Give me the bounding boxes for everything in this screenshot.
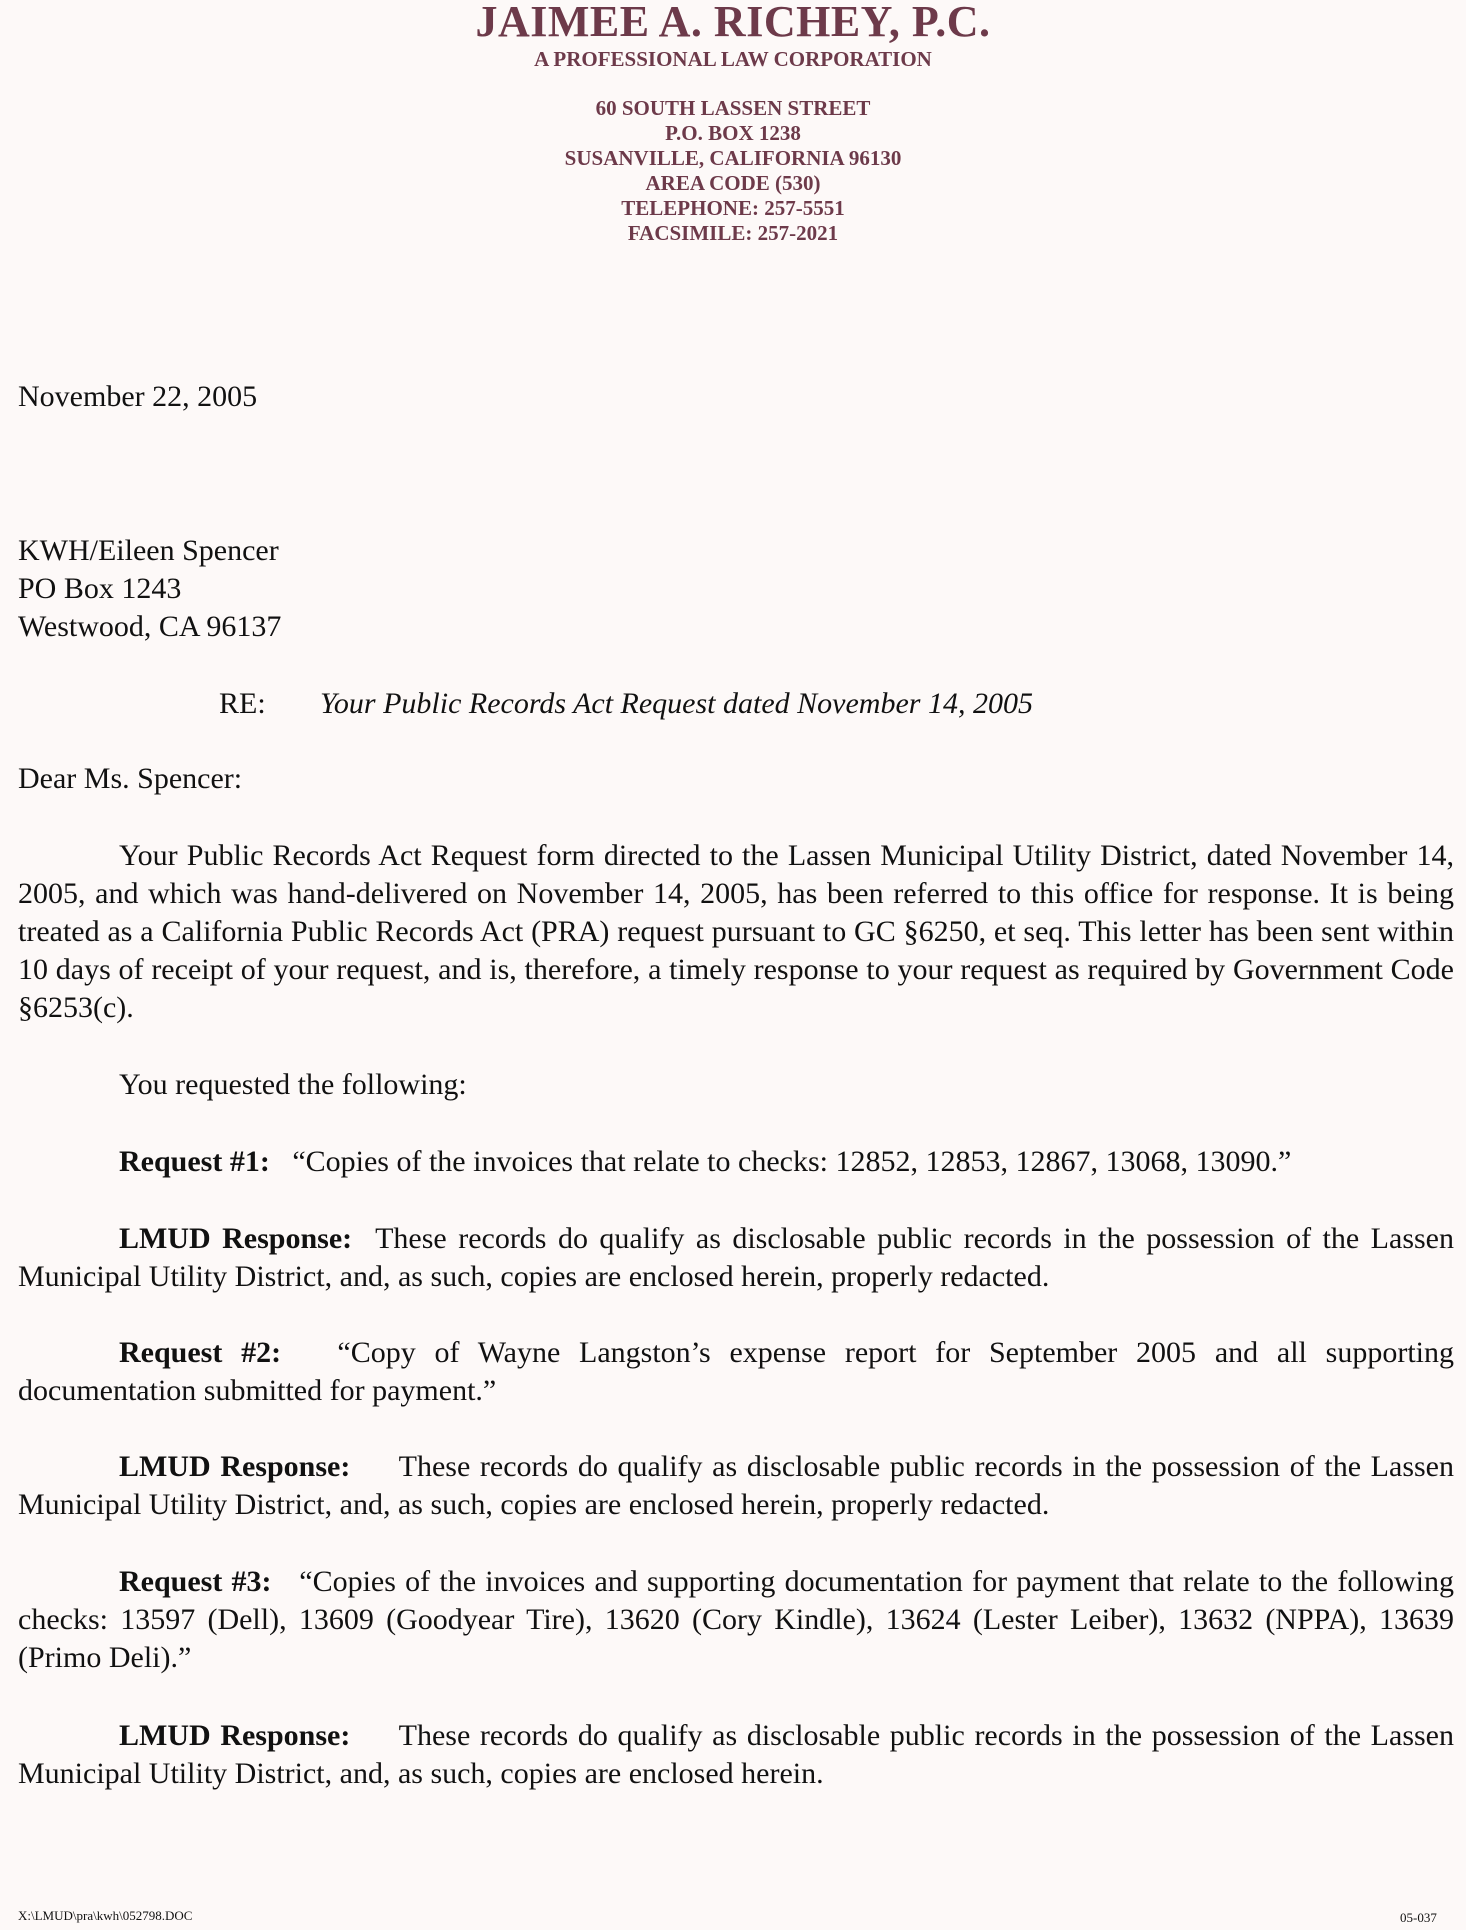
response-2-text: These records do qualify as disclosable public records in the possession of the Lassen Municipal Utility District, and, as such, copies are enclosed herein, properly redacted. — [18, 1450, 1454, 1521]
response-3 — [18, 1717, 1454, 1793]
request-3-text: “Copies of the invoices and supporting documentation for payment that relate to the following checks: 13597 (Dell), 13609 (Goodyear Tire), 13620 (Cory Kindle), 13624 (Lester Leiber), 13632 (NPPA), 13639 (Primo Deli).” — [18, 1565, 1454, 1674]
response-1-label: LMUD Response: — [119, 1222, 353, 1255]
recipient-name: KWH/Eileen Spencer — [18, 534, 279, 567]
request-2-text: “Copy of Wayne Langston’s expense report for September 2005 and all supporting documentation submitted for payment.” — [18, 1336, 1454, 1407]
response-1 — [18, 1220, 1454, 1296]
request-1 — [18, 1143, 1454, 1181]
address-line-areacode: AREA CODE (530) — [645, 171, 821, 195]
request-1-text: “Copies of the invoices that relate to checks: 12852, 12853, 12867, 13068, 13090.” — [292, 1145, 1292, 1178]
recipient-city: Westwood, CA 96137 — [18, 610, 282, 643]
address-line-street: 60 SOUTH LASSEN STREET — [595, 96, 871, 120]
recipient-pobox: PO Box 1243 — [18, 572, 182, 605]
address-line-telephone: TELEPHONE: 257-5551 — [621, 196, 845, 220]
address-line-city: SUSANVILLE, CALIFORNIA 96130 — [564, 146, 902, 170]
response-3-label: LMUD Response: — [119, 1719, 351, 1752]
response-2-label: LMUD Response: — [119, 1450, 351, 1483]
request-2 — [18, 1334, 1454, 1410]
address-line-facsimile: FACSIMILE: 257-2021 — [627, 221, 839, 245]
response-2 — [18, 1448, 1454, 1524]
request-2-label: Request #2: — [119, 1336, 282, 1369]
intro-paragraph: Your Public Records Act Request form directed to the Lassen Municipal Utility District, dated November 14, 2005, and which was hand-delivered on November 14, 2005, has been referred to this office for response. It is being treated as a California Public Records Act (PRA) request pursuant to GC §6250, et seq. This letter has been sent within 10 days of receipt of your request, and is, therefore, a timely response to your request as required by Government Code §6253(c). — [18, 839, 1454, 1024]
address-line-pobox: P.O. BOX 1238 — [665, 121, 801, 145]
response-3-text: These records do qualify as disclosable public records in the possession of the Lassen Municipal Utility District, and, as such, copies are enclosed herein. — [18, 1719, 1454, 1790]
requested-intro: You requested the following: — [119, 1068, 467, 1101]
re-subject: Your Public Records Act Request dated November 14, 2005 — [320, 687, 1033, 720]
request-3 — [18, 1563, 1454, 1677]
firm-subtitle: A PROFESSIONAL LAW CORPORATION — [534, 47, 932, 71]
letter-date: November 22, 2005 — [18, 380, 258, 413]
salutation: Dear Ms. Spencer: — [18, 762, 243, 795]
response-1-text: These records do qualify as disclosable public records in the possession of the Lassen Municipal Utility District, and, as such, copies are enclosed herein, properly redacted. — [18, 1222, 1454, 1293]
footer-file-path: X:\LMUD\pra\kwh\052798.DOC — [18, 1908, 193, 1923]
request-1-label: Request #1: — [119, 1145, 270, 1178]
re-label: RE: — [219, 687, 266, 720]
firm-name: JAIMEE A. RICHEY, P.C. — [475, 0, 991, 46]
request-3-label: Request #3: — [119, 1565, 272, 1598]
footer-code: 05-037 — [1400, 1910, 1437, 1925]
